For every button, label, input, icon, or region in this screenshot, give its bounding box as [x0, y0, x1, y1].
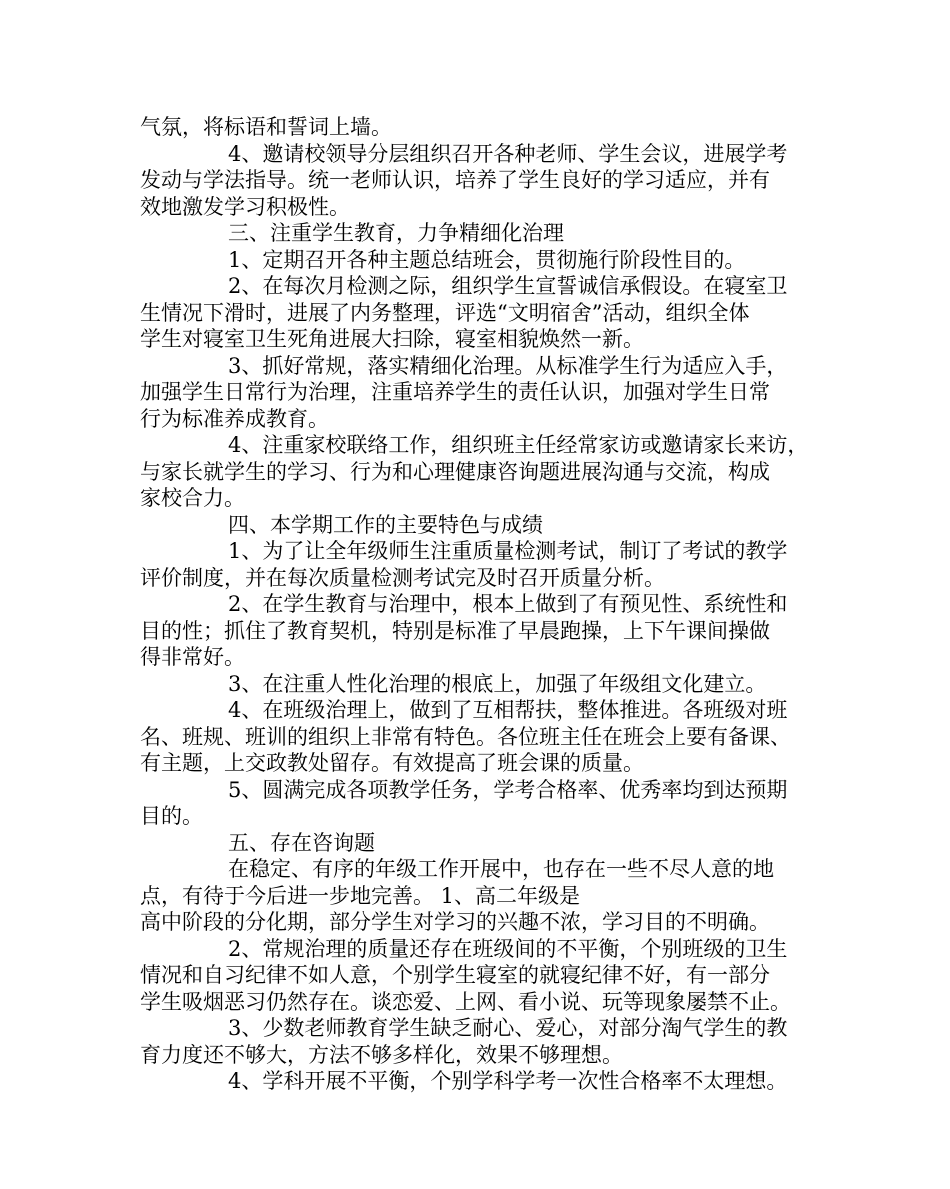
text-line: 1、为了让全年级师生注重质量检测考试，制订了考试的教学: [228, 539, 788, 563]
text-line: 发动与学法指导。统一老师认识，培养了学生良好的学习适应，并有: [140, 168, 770, 192]
text-line: 3、在注重人性化治理的根底上，加强了年级组文化建立。: [228, 671, 767, 696]
text-line: 效地激发学习积极性。: [140, 194, 350, 219]
text-line: 4、学科开展不平衡，个别学科学考一次性合格率不太理想。: [228, 1069, 788, 1093]
text-line: 得非常好。: [140, 645, 245, 669]
text-line: 气氛，将标语和誓词上墙。: [140, 115, 392, 139]
text-line: 目的性；抓住了教育契机，特别是标准了早晨跑操，上下午课间操做: [140, 618, 770, 643]
text-line: 学生吸烟恶习仍然存在。谈恋爱、上网、看小说、玩等现象屡禁不止。: [140, 989, 791, 1014]
text-line: 评价制度，并在每次质量检测考试完及时召开质量分析。: [140, 565, 665, 590]
text-line: 1、定期召开各种主题总结班会，贯彻施行阶段性目的。: [228, 247, 746, 272]
text-line: 3、抓好常规，落实精细化治理。从标准学生行为适应入手，: [228, 353, 788, 378]
text-line: 2、在每次月检测之际，组织学生宣誓诚信承假设。在寝室卫: [228, 274, 788, 298]
text-line: 5、圆满完成各项教学任务，学考合格率、优秀率均到达预期: [228, 777, 788, 802]
text-line: 与家长就学生的学习、行为和心理健康咨询题进展沟通与交流，构成: [140, 459, 770, 484]
text-line: 4、邀请校领导分层组织召开各种老师、学生会议，进展学考: [228, 141, 788, 166]
text-line: 加强学生日常行为治理，注重培养学生的责任认识，加强对学生日常: [140, 380, 770, 404]
text-line: 点，有待于今后进一步地完善。 1、高二年级是: [140, 883, 581, 908]
text-line: 情况和自习纪律不如人意，个别学生寝室的就寝纪律不好，有一部分: [140, 963, 770, 987]
text-line: 学生对寝室卫生死角进展大扫除，寝室相貌焕然一新。: [140, 327, 644, 351]
text-line: 在稳定、有序的年级工作开展中，也存在一些不尽人意的地: [228, 857, 774, 881]
text-line: 家校合力。: [140, 486, 245, 510]
text-line: 有主题，上交政教处留存。有效提高了班会课的质量。: [140, 751, 644, 775]
text-line: 3、少数老师教育学生缺乏耐心、爱心，对部分淘气学生的教: [228, 1016, 788, 1040]
document-body: [140, 114, 820, 1095]
text-line: 高中阶段的分化期，部分学生对学习的兴趣不浓，学习目的不明确。: [140, 910, 770, 934]
text-line: 4、在班级治理上，做到了互相帮扶，整体推进。各班级对班: [228, 698, 788, 722]
text-line: 行为标准养成教育。: [140, 406, 329, 431]
text-line: 三、注重学生教育，力争精细化治理: [228, 221, 564, 245]
text-line: 四、本学期工作的主要特色与成绩: [228, 512, 543, 537]
text-line: 生情况下滑时，进展了内务整理，评选“文明宿舍”活动，组织全体: [140, 300, 750, 325]
text-line: 五、存在咨询题: [228, 830, 375, 855]
text-line: 4、注重家校联络工作，组织班主任经常家访或邀请家长来访，: [228, 433, 809, 457]
text-line: 名、班规、班训的组织上非常有特色。各位班主任在班会上要有备课、: [140, 724, 791, 749]
text-line: 目的。: [140, 804, 203, 828]
text-line: 2、常规治理的质量还存在班级间的不平衡，个别班级的卫生: [228, 936, 788, 961]
text-line: 2、在学生教育与治理中，根本上做到了有预见性、系统性和: [228, 592, 788, 616]
text-line: 育力度还不够大，方法不够多样化，效果不够理想。: [140, 1042, 623, 1067]
